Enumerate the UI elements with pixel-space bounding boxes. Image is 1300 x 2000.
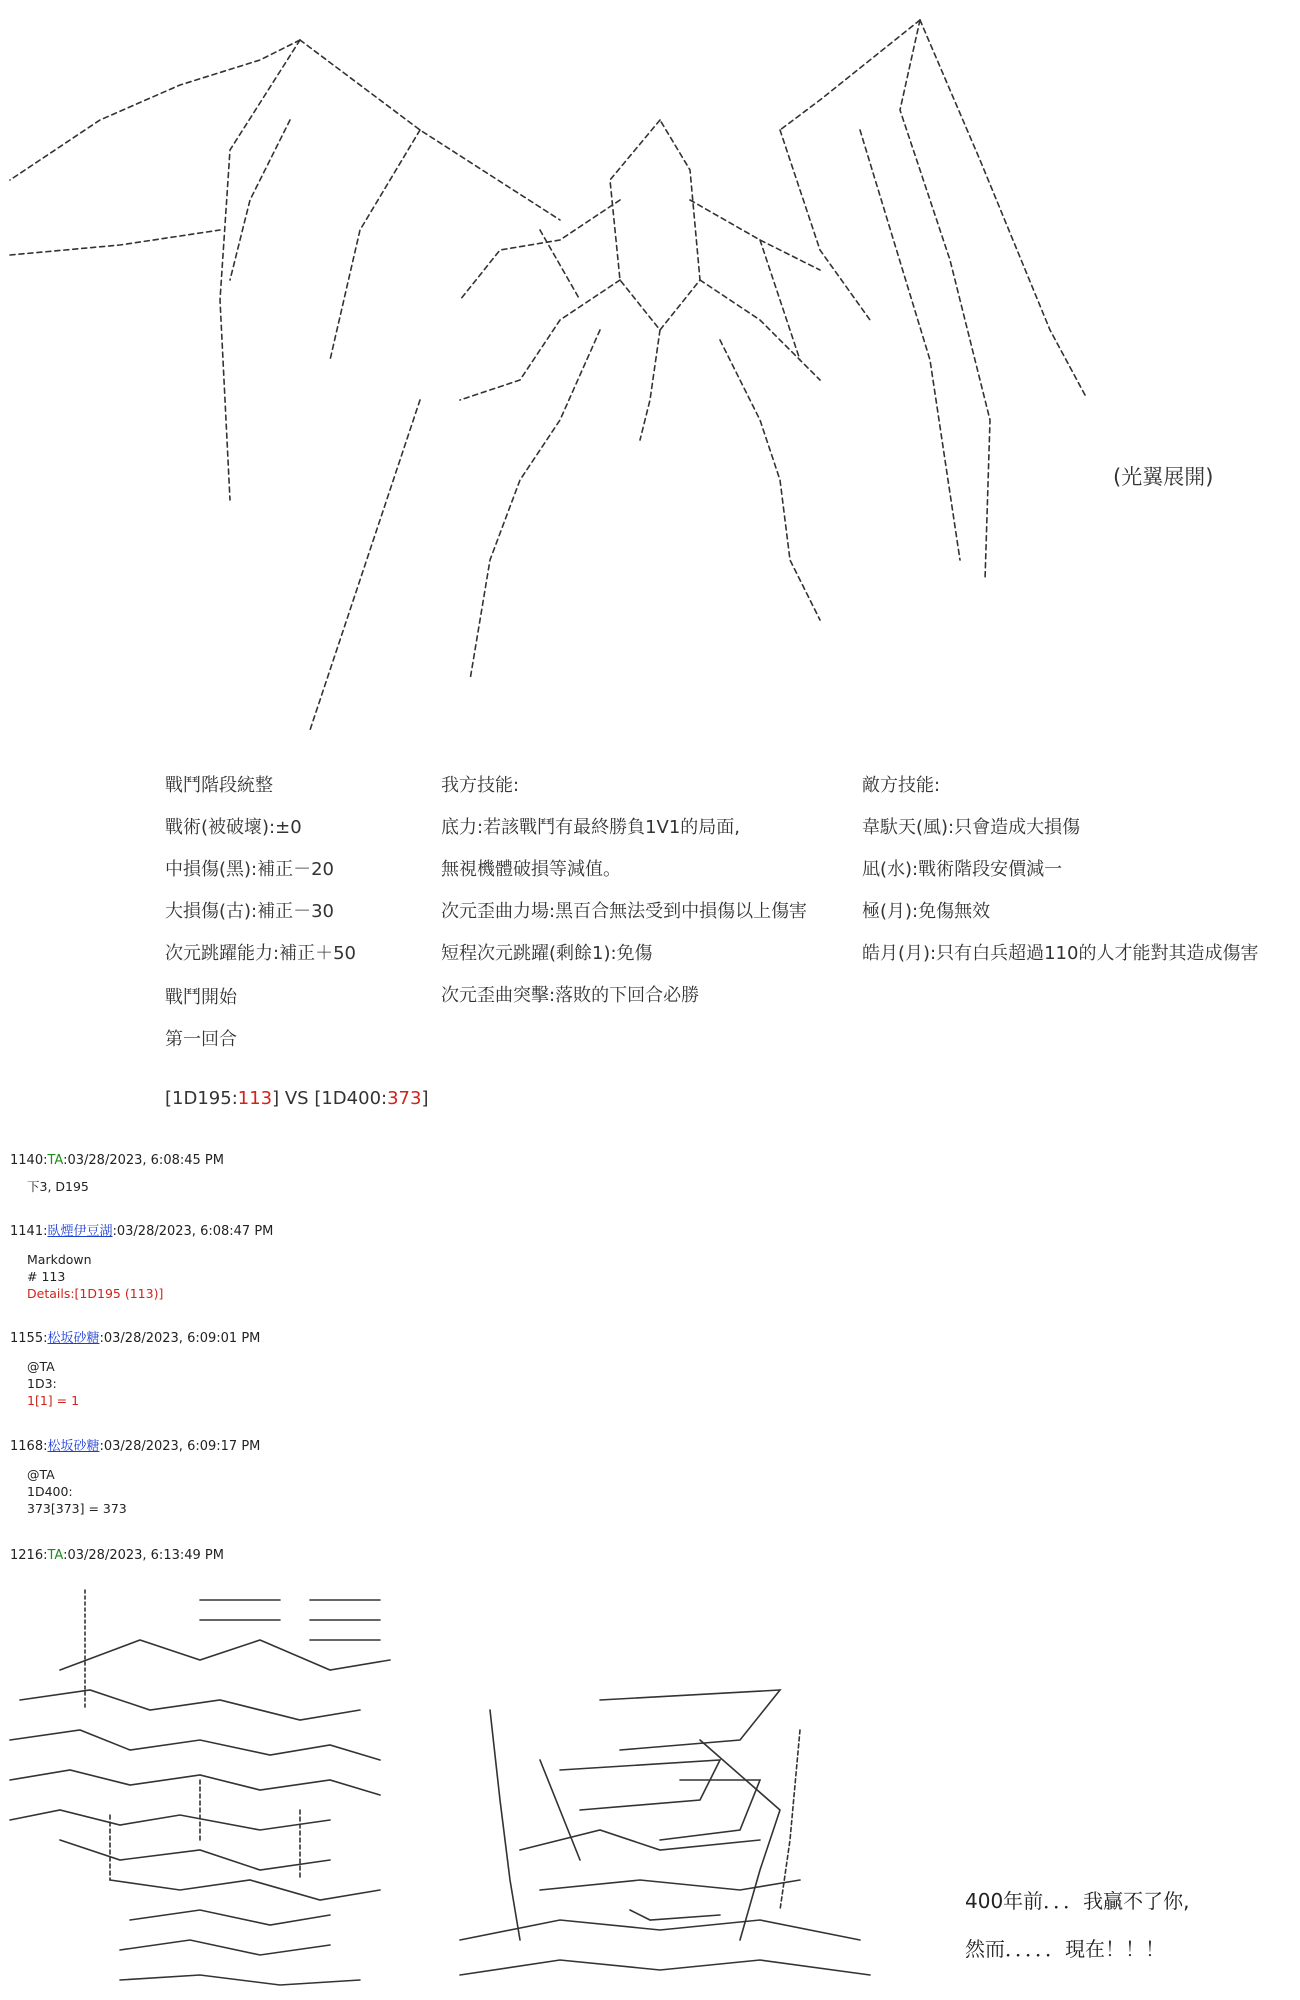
post-body (10, 1466, 260, 1517)
dice-left-value: 113 (237, 1088, 273, 1109)
our-skill-1: 底力:若該戰鬥有最終勝負1V1的局面, (441, 817, 741, 838)
post-number: 1168 (10, 1439, 44, 1454)
enemy-skill-3: 極(月):免傷無效 (862, 901, 991, 922)
enemy-skill-2: 凪(水):戰術階段安價減一 (862, 859, 1063, 880)
our-skill-4: 次元歪曲突擊:落敗的下回合必勝 (441, 985, 700, 1006)
our-skills-column (441, 765, 807, 1017)
post-time: :03/28/2023, 6:13:49 PM (63, 1548, 224, 1563)
post-number: 1216 (10, 1548, 44, 1563)
post-body (10, 1358, 260, 1409)
post-line: 1D400: (27, 1484, 73, 1499)
dice-details: 1[1] = 1 (27, 1393, 80, 1408)
post-line: 1D3: (27, 1376, 57, 1391)
round-label: 第一回合 (165, 1029, 237, 1050)
our-skills-title: 我方技能: (441, 775, 520, 796)
post-user-link[interactable]: 松坂砂糖 (47, 1331, 100, 1346)
closing-line-2: 然而．．．．．現在！！！ (965, 1937, 1165, 1961)
battle-start: 戰鬥開始 (165, 987, 237, 1008)
post-user-link[interactable]: 臥煙伊豆湖 (47, 1224, 113, 1239)
stage-summary-title: 戰鬥階段統整 (165, 775, 273, 796)
dice-left-open: [1D195: (165, 1088, 238, 1109)
dice-right-value: 373 (387, 1088, 422, 1109)
post-time: :03/28/2023, 6:09:01 PM (99, 1331, 261, 1346)
post-1141 (10, 1221, 273, 1302)
stage-line-medium-damage: 中損傷(黑):補正－20 (165, 859, 335, 880)
post-header: 1141:臥煙伊豆湖:03/28/2023, 6:08:47 PM (10, 1224, 274, 1239)
post-number: 1155 (10, 1331, 44, 1346)
art-caption: (光翼展開) (1113, 465, 1214, 489)
our-skill-3: 短程次元跳躍(剩餘1):免傷 (441, 943, 653, 964)
post-header: 1155:松坂砂糖:03/28/2023, 6:09:01 PM (10, 1331, 261, 1346)
enemy-skill-1: 韋馱天(風):只會造成大損傷 (862, 817, 1081, 838)
enemy-skills-column (862, 765, 1258, 975)
post-1140 (10, 1150, 224, 1195)
stage-line-tactics: 戰術(被破壞):±0 (165, 817, 302, 838)
post-number: 1140 (10, 1153, 44, 1168)
dice-result (165, 1088, 428, 1109)
post-time: :03/28/2023, 6:08:45 PM (63, 1153, 224, 1168)
robot-wings-ascii-art (0, 0, 1100, 740)
post-user[interactable]: TA (47, 1153, 64, 1168)
dice-mid: ] VS [1D400: (272, 1088, 388, 1109)
enemy-skill-4: 皓月(月):只有白兵超過110的人才能對其造成傷害 (862, 943, 1259, 964)
post-line: @TA (27, 1359, 55, 1374)
stage-summary-column (165, 765, 356, 1061)
post-line: @TA (27, 1467, 55, 1482)
battle-scene-ascii-art (0, 1580, 900, 2000)
post-line: 下3, D195 (27, 1179, 89, 1194)
post-body (10, 1178, 224, 1195)
post-body (10, 1251, 273, 1302)
post-1155 (10, 1328, 260, 1409)
post-number: 1141 (10, 1224, 44, 1239)
post-user-link[interactable]: 松坂砂糖 (47, 1439, 100, 1454)
post-time: :03/28/2023, 6:09:17 PM (99, 1439, 261, 1454)
stage-line-heavy-damage: 大損傷(古):補正－30 (165, 901, 335, 922)
our-skill-2: 次元歪曲力場:黑百合無法受到中損傷以上傷害 (441, 901, 808, 922)
post-line: 373[373] = 373 (27, 1501, 127, 1516)
post-user[interactable]: TA (47, 1548, 64, 1563)
stage-line-dimension-jump: 次元跳躍能力:補正＋50 (165, 943, 356, 964)
post-header: 1168:松坂砂糖:03/28/2023, 6:09:17 PM (10, 1439, 261, 1454)
post-header: 1140:TA:03/28/2023, 6:08:45 PM (10, 1153, 224, 1168)
post-line: Markdown (27, 1252, 92, 1267)
post-line: # 113 (27, 1269, 66, 1284)
post-header: 1216:TA:03/28/2023, 6:13:49 PM (10, 1548, 224, 1563)
post-1216 (10, 1545, 224, 1567)
enemy-skills-title: 敵方技能: (862, 775, 941, 796)
closing-line-1: 400年前．．．我贏不了你, (965, 1889, 1190, 1913)
post-1168 (10, 1436, 260, 1517)
dice-details: Details:[1D195 (113)] (27, 1286, 164, 1301)
post-time: :03/28/2023, 6:08:47 PM (112, 1224, 274, 1239)
dice-close: ] (421, 1088, 429, 1109)
our-skill-1-cont: 無視機體破損等減值。 (441, 859, 621, 880)
